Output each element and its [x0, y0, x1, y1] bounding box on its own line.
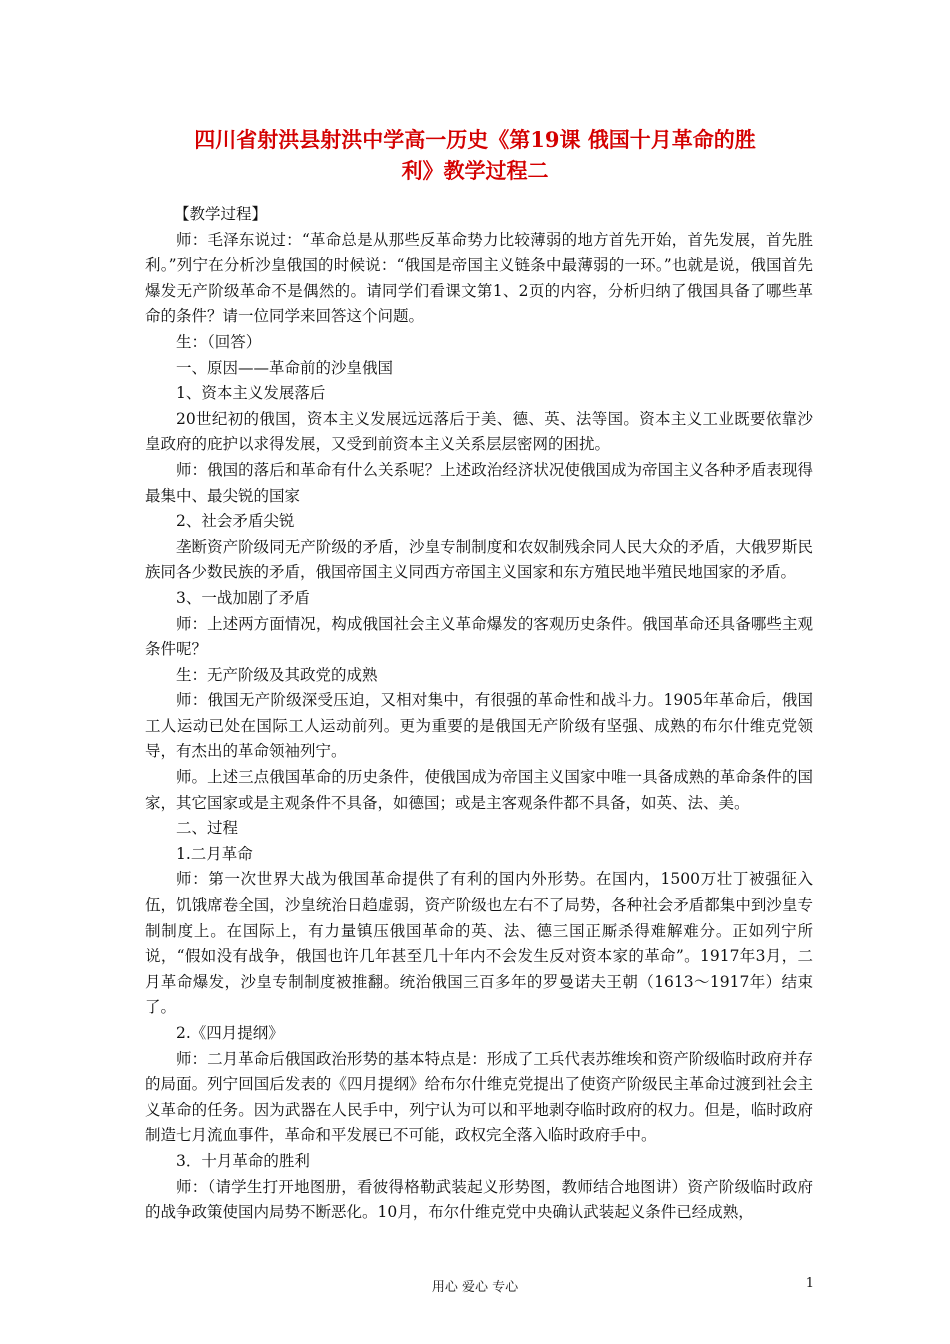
paragraph: 师。上述三点俄国革命的历史条件，使俄国成为帝国主义国家中唯一具备成熟的革命条件的国家，其它国家或是主观条件不具备，如德国；或是主客观条件都不具备，如英、法、美。: [145, 768, 813, 812]
subsection-heading: 2、社会矛盾尖锐: [176, 512, 295, 531]
section-label: 【教学过程】: [174, 205, 268, 223]
paragraph: 生：（回答）: [176, 332, 262, 351]
subsection-heading: 2.《四月提纲》: [176, 1024, 284, 1042]
subsection-heading: 3．十月革命的胜利: [176, 1151, 310, 1170]
paragraph: 生：无产阶级及其政党的成熟: [176, 665, 378, 684]
document-body: [145, 202, 813, 1226]
paragraph: 师：上述两方面情况，构成俄国社会主义革命爆发的客观历史条件。俄国革命还具备哪些主观条件呢？: [145, 614, 813, 659]
document-title: [150, 124, 800, 186]
paragraph: 师：第一次世界大战为俄国革命提供了有利的国内外形势。在国内，1500万壮丁被强征入伍，饥饿席卷全国，沙皇统治日趋虚弱，资产阶级也左右不了局势，各种社会矛盾都集中到沙皇专制制度上。在国际上，有力量镇压俄国革命的英、法、德三国正厮杀得难解难分。正如列宁所说，“假如没有战争，俄国也许几年甚至几十年内不会发生反对资本家的革命”。1917年3月，二月革命爆发，沙皇专制制度被推翻。统治俄国三百多年的罗曼诺夫王朝（1613～1917年）结束了。: [145, 870, 813, 1017]
section-heading: 一、原因——革命前的沙皇俄国: [176, 358, 394, 377]
paragraph: 师：（请学生打开地图册，看彼得格勒武装起义形势图，教师结合地图讲）资产阶级临时政府的战争政策使国内局势不断恶化。10月，布尔什维克党中央确认武装起义条件已经成熟，: [145, 1177, 813, 1222]
page-number: 1: [805, 1276, 814, 1291]
subsection-heading: 3、一战加剧了矛盾: [176, 588, 310, 607]
paragraph: 师：二月革命后俄国政治形势的基本特点是：形成了工兵代表苏维埃和资产阶级临时政府并存的局面。列宁回国后发表的《四月提纲》给布尔什维克党提出了使资产阶级民主革命过渡到社会主义革命的任务。因为武器在人民手中，列宁认为可以和平地剥夺临时政府的权力。但是，临时政府制造七月流血事件，革命和平发展已不可能，政权完全落入临时政府手中。: [145, 1049, 813, 1145]
paragraph: 20世纪初的俄国，资本主义发展远远落后于美、德、英、法等国。资本主义工业既要依靠沙皇政府的庇护以求得发展，又受到前资本主义关系层层密网的困扰。: [145, 409, 813, 454]
paragraph: 师：俄国的落后和革命有什么关系呢？上述政治经济状况使俄国成为帝国主义各种矛盾表现得最集中、最尖锐的国家: [145, 460, 813, 505]
title-line-1: 四川省射洪县射洪中学高一历史《第19课 俄国十月革命的胜: [194, 127, 756, 152]
footer-slogan: 用心 爱心 专心: [431, 1280, 519, 1295]
subsection-heading: 1、资本主义发展落后: [176, 384, 326, 403]
paragraph: 垄断资产阶级同无产阶级的矛盾，沙皇专制制度和农奴制残余同人民大众的矛盾，大俄罗斯民族同各少数民族的矛盾，俄国帝国主义同西方帝国主义国家和东方殖民地半殖民地国家的矛盾。: [145, 537, 813, 582]
title-line-2: 利》教学过程二: [401, 158, 549, 183]
section-heading: 二、过程: [176, 819, 239, 838]
subsection-heading: 1.二月革命: [176, 844, 253, 863]
paragraph: 师：俄国无产阶级深受压迫，又相对集中，有很强的革命性和战斗力。1905年革命后，俄国工人运动已处在国际工人运动前列。更为重要的是俄国无产阶级有坚强、成熟的布尔什维克党领导，有杰出的革命领袖列宁。: [145, 691, 813, 761]
paragraph: 师：毛泽东说过：“革命总是从那些反革命势力比较薄弱的地方首先开始，首先发展，首先胜利。”列宁在分析沙皇俄国的时候说：“俄国是帝国主义链条中最薄弱的一环。”也就是说，俄国首先爆发无产阶级革命不是偶然的。请同学们看课文第1、2页的内容，分析归纳了俄国具备了哪些革命的条件？请一位同学来回答这个问题。: [145, 230, 813, 326]
